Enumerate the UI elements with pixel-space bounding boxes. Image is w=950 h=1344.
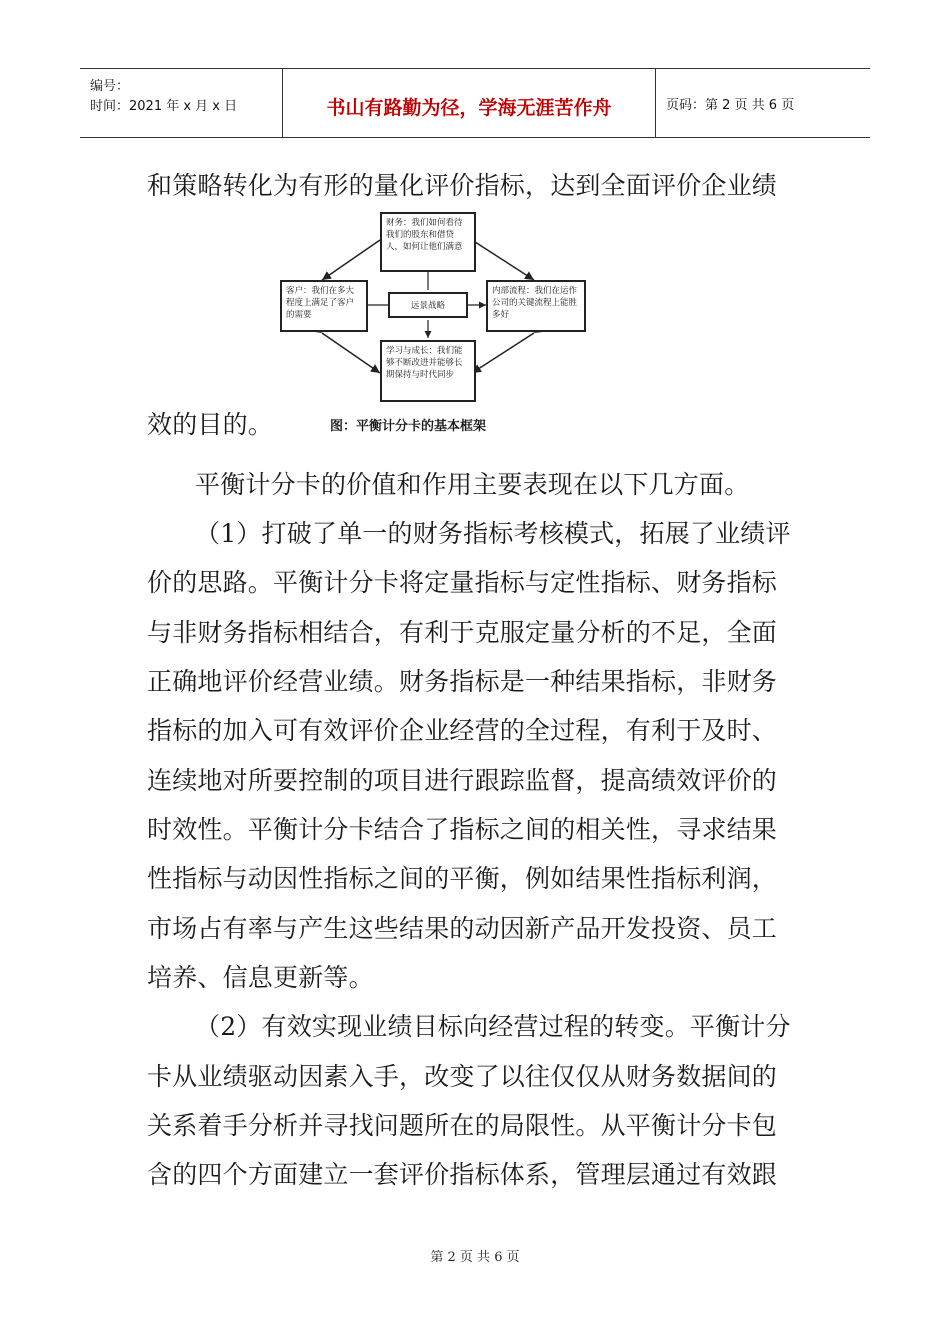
header-meta-cell [80, 69, 282, 137]
body-line: 与非财务指标相结合，有利于克服定量分析的不足，全面 [147, 618, 778, 647]
number-label: 编号： [90, 79, 130, 94]
page-footer: 第 2 页 共 6 页 [430, 1250, 520, 1265]
box-finance: 财务：我们如何看待我们的股东和借贷人，如何让他们满意 [380, 212, 476, 272]
body-line: 指标的加入可有效评价企业经营的全过程，有利于及时、 [147, 716, 778, 745]
figure-caption: 图：平衡计分卡的基本框架 [330, 419, 487, 434]
body-line: 连续地对所要控制的项目进行跟踪监督，提高绩效评价的 [147, 766, 778, 795]
body-line: 价的思路。平衡计分卡将定量指标与定性指标、财务指标 [147, 568, 778, 597]
header-page-cell [656, 69, 870, 137]
arrow-finance-customer [322, 240, 380, 280]
arrow-finance-internal [472, 240, 534, 280]
arrow-customer-learning [322, 333, 380, 373]
body-line: （1）打破了单一的财务指标考核模式，拓展了业绩评 [195, 519, 791, 548]
arrow-internal-learning [472, 333, 534, 373]
body-line: 卡从业绩驱动因素入手，改变了以往仅仅从财务数据间的 [147, 1062, 778, 1091]
box-learning-growth: 学习与成长：我们能够不断改进并能够长期保持与时代同步 [380, 340, 476, 402]
box-internal-process: 内部流程：我们在运作公司的关键流程上能胜多好 [486, 280, 586, 332]
body-line: 和策略转化为有形的量化评价指标，达到全面评价企业绩 [147, 171, 778, 200]
page-label: 页码：第 2 页 共 6 页 [666, 98, 795, 113]
body-line: 平衡计分卡的价值和作用主要表现在以下几方面。 [195, 470, 750, 499]
balanced-scorecard-figure [272, 210, 608, 445]
time-label: 时间：2021 年 x 月 x 日 [90, 99, 238, 114]
box-customer: 客户：我们在多大程度上满足了客户的需要 [280, 280, 368, 332]
body-line: 性指标与动因性指标之间的平衡，例如结果性指标利润， [147, 864, 778, 893]
body-line: （2）有效实现业绩目标向经营过程的转变。平衡计分 [195, 1012, 791, 1041]
motto: 书山有路勤为径，学海无涯苦作舟 [326, 97, 612, 119]
body-line: 培养、信息更新等。 [147, 963, 374, 992]
box-strategy: 远景战略 [388, 292, 468, 318]
page-header [80, 68, 870, 138]
body-line: 含的四个方面建立一套评价指标体系，管理层通过有效跟 [147, 1160, 778, 1189]
body-line: 时效性。平衡计分卡结合了指标之间的相关性，寻求结果 [147, 815, 778, 844]
body-line: 效的目的。 [147, 410, 274, 439]
header-motto-cell [282, 69, 656, 137]
body-line: 关系着手分析并寻找问题所在的局限性。从平衡计分卡包 [147, 1111, 778, 1140]
body-line: 市场占有率与产生这些结果的动因新产品开发投资、员工 [147, 914, 778, 943]
body-line: 正确地评价经营业绩。财务指标是一种结果指标，非财务 [147, 667, 778, 696]
